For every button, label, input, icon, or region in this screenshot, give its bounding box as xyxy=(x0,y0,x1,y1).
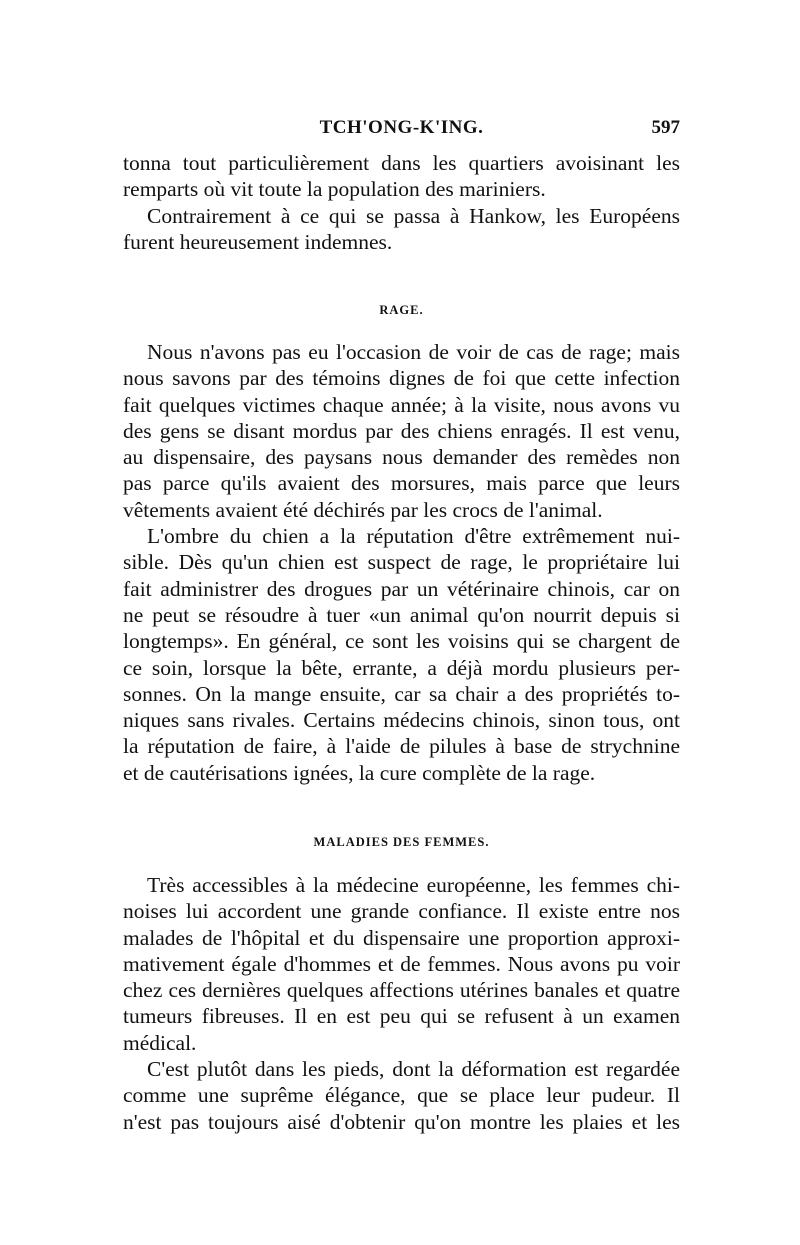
text-line: sible. Dès qu'un chien est suspect de rage, le propriétaire lui xyxy=(123,550,680,575)
text-line: fait administrer des drogues par un vétérinaire chinois, car on xyxy=(123,576,680,601)
text-line: chez ces dernières quelques affections utérines banales et quatre xyxy=(123,978,680,1003)
text-line: n'est pas toujours aisé d'obtenir qu'on montre les plaies et les xyxy=(123,1109,680,1134)
running-head xyxy=(123,117,680,143)
text-line: Très accessibles à la médecine européenne, les femmes chi- xyxy=(147,873,680,897)
text-line: comme une suprême élégance, que se place leur pudeur. Il xyxy=(123,1083,680,1108)
text-line: ne peut se résoudre à tuer «un animal qu'on nourrit depuis si xyxy=(123,602,680,627)
text-line: furent heureusement indemnes. xyxy=(123,229,393,254)
text-line: L'ombre du chien a la réputation d'être extrêmement nui- xyxy=(147,524,680,549)
text-line: pas parce qu'ils avaient des morsures, mais parce que leurs xyxy=(123,471,680,496)
text-line: fait quelques victimes chaque année; à la visite, nous avons vu xyxy=(123,392,680,417)
text-line: sonnes. On la mange ensuite, car sa chair a des propriétés to- xyxy=(123,681,680,706)
femmes-text xyxy=(123,872,680,1135)
text-line: longtemps». En général, ce sont les voisins qui se chargent de xyxy=(123,629,680,654)
text-line: nous savons par des témoins dignes de foi que cette infection xyxy=(123,366,680,391)
text-line: tonna tout particulièrement dans les quartiers avoisinant les xyxy=(123,151,680,175)
rage-text xyxy=(123,339,680,786)
text-line: mativement égale d'hommes et de femmes. Nous avons pu voir xyxy=(123,951,680,976)
text-line: malades de l'hôpital et du dispensaire une proportion approxi- xyxy=(123,925,680,950)
section-heading-maladies-des-femmes: MALADIES DES FEMMES. xyxy=(313,835,490,849)
section-heading-rage: RAGE. xyxy=(379,303,424,317)
opening-text xyxy=(123,150,680,255)
text-line: vêtements avaient été déchirés par les crocs de l'animal. xyxy=(123,497,603,522)
text-line: et de cautérisations ignées, la cure complète de la rage. xyxy=(123,760,596,785)
page-number: 597 xyxy=(651,117,680,138)
text-line: Contrairement à ce qui se passa à Hankow, les Européens xyxy=(147,203,680,228)
text-line: niques sans rivales. Certains médecins chinois, sinon tous, ont xyxy=(123,708,680,733)
text-line: tumeurs fibreuses. Il en est peu qui se refusent à un examen xyxy=(123,1004,680,1029)
text-line: des gens se disant mordus par des chiens enragés. Il est venu, xyxy=(123,418,680,443)
text-line: remparts où vit toute la population des mariniers. xyxy=(123,177,546,202)
text-line: médical. xyxy=(123,1030,197,1055)
text-line: la réputation de faire, à l'aide de pilules à base de strychnine xyxy=(123,734,680,759)
text-line: Nous n'avons pas eu l'occasion de voir de cas de rage; mais xyxy=(147,340,680,364)
text-line: ce soin, lorsque la bête, errante, a déjà mordu plusieurs per- xyxy=(123,655,680,680)
text-line: noises lui accordent une grande confiance. Il existe entre nos xyxy=(123,899,680,924)
running-title: TCH'ONG-K'ING. xyxy=(319,117,484,138)
text-line: C'est plutôt dans les pieds, dont la déformation est regardée xyxy=(147,1057,680,1082)
text-line: au dispensaire, des paysans nous demander des remèdes non xyxy=(123,445,680,470)
